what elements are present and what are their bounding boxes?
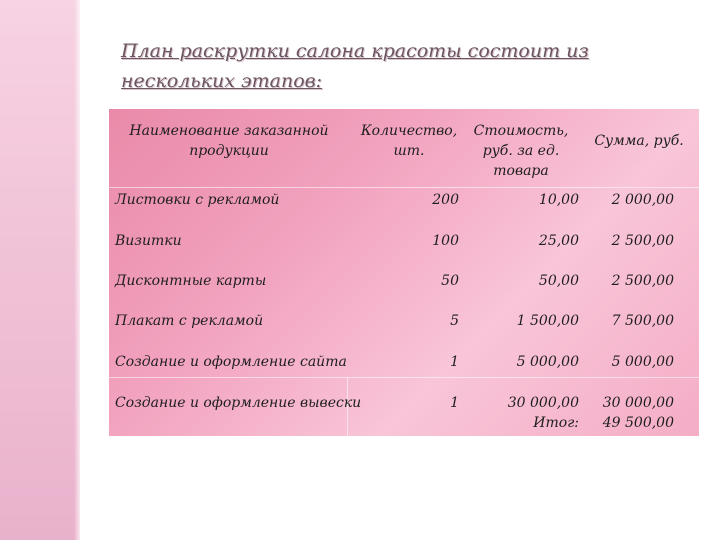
row-sum: 30 000,00 <box>602 395 674 411</box>
header-product-name: Наименование заказанной продукции <box>129 123 329 159</box>
table-divider <box>109 187 699 188</box>
row-unit-price: 10,00 <box>538 192 579 208</box>
row-quantity: 5 <box>450 313 459 329</box>
header-quantity: Количество, шт. <box>360 123 458 159</box>
row-name: Визитки <box>115 233 182 249</box>
row-quantity: 200 <box>432 192 459 208</box>
row-name: Создание и оформление вывески <box>115 395 362 411</box>
header-sum: Сумма, руб. <box>594 133 684 149</box>
row-sum: 7 500,00 <box>611 313 674 329</box>
row-unit-price: 30 000,00 <box>507 395 579 411</box>
row-quantity: 50 <box>441 273 459 289</box>
row-sum: 5 000,00 <box>611 354 674 370</box>
table-divider <box>109 377 699 378</box>
row-quantity: 100 <box>432 233 459 249</box>
total-label: Итог: <box>533 415 579 431</box>
row-sum: 2 500,00 <box>611 273 674 289</box>
row-unit-price: 25,00 <box>538 233 579 249</box>
row-name: Листовки с рекламой <box>115 192 280 208</box>
total-value: 49 500,00 <box>602 415 674 431</box>
header-unit-price: Стоимость, руб. за ед. товара <box>473 123 569 179</box>
row-sum: 2 500,00 <box>611 233 674 249</box>
row-unit-price: 5 000,00 <box>516 354 579 370</box>
row-name: Плакат с рекламой <box>115 313 264 329</box>
slide-title: План раскрутки салона красоты состоит из нескольких этапов: <box>121 40 589 92</box>
decorative-left-band <box>0 0 80 540</box>
product-table <box>109 109 699 436</box>
row-quantity: 1 <box>450 354 459 370</box>
row-name: Дисконтные карты <box>115 273 267 289</box>
row-sum: 2 000,00 <box>611 192 674 208</box>
row-unit-price: 50,00 <box>538 273 579 289</box>
row-unit-price: 1 500,00 <box>516 313 579 329</box>
row-name: Создание и оформление сайта <box>115 354 347 370</box>
row-quantity: 1 <box>450 395 459 411</box>
